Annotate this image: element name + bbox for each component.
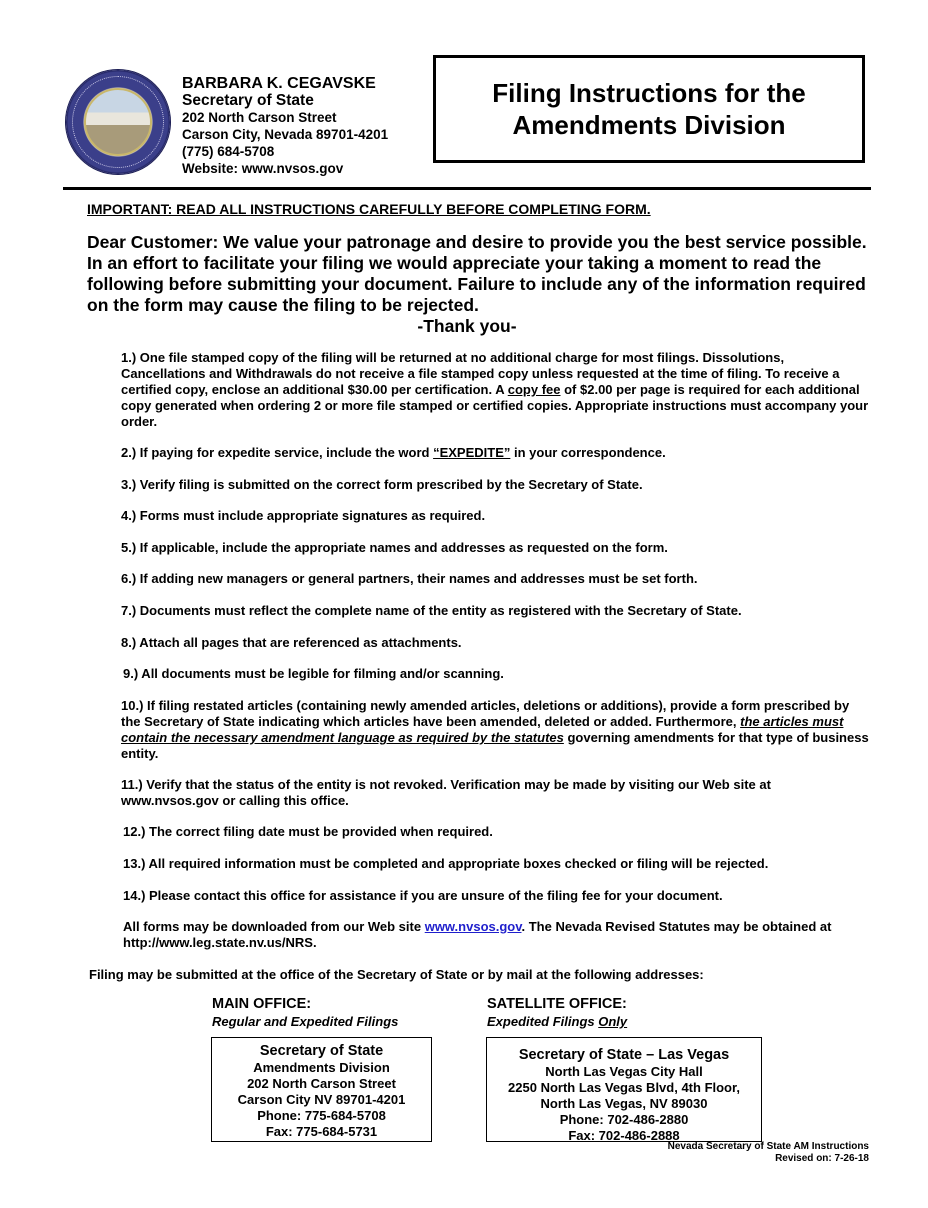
website: Website: www.nvsos.gov: [182, 161, 344, 176]
main-office-line-4: Carson City NV 89701-4201: [237, 1092, 406, 1107]
satellite-office-line-2: North Las Vegas City Hall: [545, 1064, 703, 1079]
address-line-1: 202 North Carson Street: [182, 110, 337, 125]
instruction-item-3: 3.) Verify filing is submitted on the correct form prescribed by the Secretary of State.: [121, 477, 643, 492]
main-office-subheading: Regular and Expedited Filings: [212, 1014, 399, 1029]
header-divider: [63, 187, 871, 190]
instruction-item-2: 2.) If paying for expedite service, include the word “EXPEDITE” in your correspondence.: [121, 445, 666, 460]
main-office-line-3: 202 North Carson Street: [247, 1076, 396, 1091]
satellite-office-line-1: Secretary of State – Las Vegas: [518, 1047, 730, 1063]
statutes-emphasis: the articles must contain the necessary amendment language as required by the statutes: [121, 714, 844, 745]
satellite-office-line-3: 2250 North Las Vegas Blvd, 4th Floor,: [508, 1080, 740, 1095]
dear-customer-paragraph: Dear Customer: We value your patronage and desire to provide you the best service possible. In an effort to facilitate your filing we would appreciate your taking a moment to read the following before submitting your document. Failure to include any of the information required on the form may cause the filing to be rejected.: [87, 232, 867, 315]
document-title-line-1: Filing Instructions for the: [492, 78, 806, 108]
nevada-state-seal-icon: [66, 70, 170, 174]
instruction-item-8: 8.) Attach all pages that are referenced as attachments.: [121, 635, 462, 650]
satellite-office-fax: Fax: 702-486-2888: [568, 1128, 680, 1143]
office-contact-block: [182, 75, 388, 177]
instruction-item-7: 7.) Documents must reflect the complete name of the entity as registered with the Secretary of State.: [121, 603, 742, 618]
satellite-office-line-4: North Las Vegas, NV 89030: [540, 1096, 708, 1111]
main-office-address-box: [211, 1037, 432, 1142]
main-office-line-2: Amendments Division: [253, 1060, 390, 1075]
downloads-paragraph: All forms may be downloaded from our Web site www.nvsos.gov. The Nevada Revised Statutes may be obtained at http://www.leg.state.nv.us/NRS.: [123, 919, 832, 950]
instruction-item-13: 13.) All required information must be completed and appropriate boxes checked or filing will be rejected.: [123, 856, 769, 871]
thank-you: -Thank you-: [417, 316, 517, 336]
main-office-fax: Fax: 775-684-5731: [265, 1124, 378, 1139]
page-footer: [600, 1141, 869, 1165]
satellite-office-heading: SATELLITE OFFICE:: [487, 996, 627, 1012]
instruction-item-12: 12.) The correct filing date must be provided when required.: [123, 824, 493, 839]
expedite-emphasis: “EXPEDITE”: [433, 445, 511, 460]
document-title-box: [433, 55, 865, 163]
phone-number: (775) 684-5708: [182, 144, 275, 159]
nvsos-website-link[interactable]: www.nvsos.gov: [424, 919, 522, 934]
submission-note: Filing may be submitted at the office of the Secretary of State or by mail at the following addresses:: [89, 967, 704, 982]
official-name: BARBARA K. CEGAVSKE: [182, 75, 376, 92]
satellite-office-address-box: [486, 1037, 762, 1142]
satellite-office-phone: Phone: 702-486-2880: [559, 1112, 689, 1127]
footer-revision-date: Revised on: 7-26-18: [775, 1153, 869, 1164]
copy-fee-emphasis: copy fee: [507, 382, 561, 397]
instruction-item-1: 1.) One file stamped copy of the filing will be returned at no additional charge for most filings. Dissolutions, Cancellations and Withdrawals do not receive a file stamped copy unless requested at the time of filing. To receive a certified copy, enclose an additional $30.00 per certification. A copy fee of $2.00 per page is required for each additional copy generated when ordering 2 or more file stamped or certified copies. Appropriate instructions must accompany your order.: [121, 350, 869, 429]
only-emphasis: Only: [598, 1014, 628, 1029]
seal-landscape: [84, 88, 152, 156]
address-line-2: Carson City, Nevada 89701-4201: [182, 127, 389, 142]
important-notice: IMPORTANT: READ ALL INSTRUCTIONS CAREFULLY BEFORE COMPLETING FORM.: [87, 201, 651, 217]
instruction-item-11: 11.) Verify that the status of the entity is not revoked. Verification may be made by visiting our Web site at www.nvsos.gov or calling this office.: [121, 777, 771, 808]
instruction-item-10: 10.) If filing restated articles (containing newly amended articles, deletions or additions), provide a form prescribed by the Secretary of State indicating which articles have been amended, deleted or added. Furthermore, the articles must contain the necessary amendment language as required by the statutes governing amendments for that type of business entity.: [121, 698, 869, 761]
satellite-office-header: [487, 996, 627, 1030]
footer-doc-name: Nevada Secretary of State AM Instructions: [667, 1141, 869, 1152]
document-title-line-2: Amendments Division: [512, 110, 786, 140]
instruction-item-6: 6.) If adding new managers or general partners, their names and addresses must be set forth.: [121, 571, 698, 586]
official-title: Secretary of State: [182, 92, 314, 109]
main-office-phone: Phone: 775-684-5708: [257, 1108, 386, 1123]
instruction-item-9: 9.) All documents must be legible for filming and/or scanning.: [123, 666, 504, 681]
instruction-item-14: 14.) Please contact this office for assistance if you are unsure of the filing fee for your document.: [123, 888, 723, 903]
main-office-heading: MAIN OFFICE:: [212, 996, 312, 1012]
instruction-item-4: 4.) Forms must include appropriate signatures as required.: [121, 508, 486, 523]
instruction-item-5: 5.) If applicable, include the appropriate names and addresses as requested on the form.: [121, 540, 668, 555]
main-office-header: [212, 996, 398, 1030]
main-office-line-1: Secretary of State: [259, 1043, 384, 1059]
satellite-office-subheading: Expedited Filings Only: [487, 1014, 628, 1029]
